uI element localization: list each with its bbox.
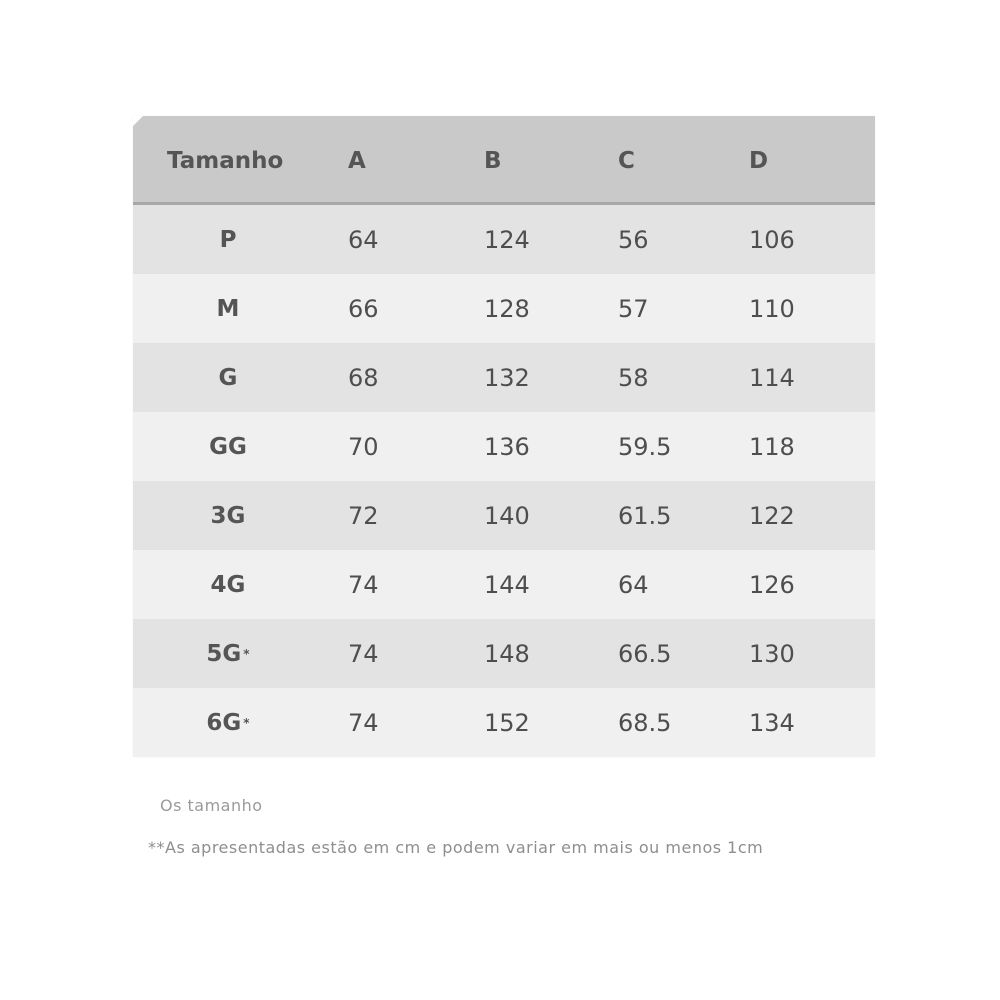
- header-a: A: [348, 147, 366, 174]
- measure-b: 144: [484, 570, 530, 599]
- header-c: C: [618, 147, 635, 174]
- table-row: [133, 412, 875, 481]
- measure-c: 66.5: [618, 639, 672, 668]
- measure-c: 61.5: [618, 501, 672, 530]
- measure-c: 68.5: [618, 708, 672, 737]
- footnote-sizes: Os tamanho: [160, 796, 263, 815]
- size-cell: GG: [209, 433, 247, 460]
- table-row: [133, 343, 875, 412]
- measure-b: 148: [484, 639, 530, 668]
- measure-b: 136: [484, 432, 530, 461]
- measure-c: 57: [618, 294, 649, 323]
- measure-a: 72: [348, 501, 379, 530]
- measure-b: 124: [484, 225, 530, 254]
- footnote-measurements: **As apresentadas estão em cm e podem variar em mais ou menos 1cm: [148, 838, 764, 857]
- measure-d: 134: [749, 708, 795, 737]
- header-d: D: [749, 147, 769, 174]
- size-cell: 6G *: [206, 709, 250, 736]
- size-asterisk: *: [243, 715, 250, 730]
- measure-d: 126: [749, 570, 795, 599]
- table-row: [133, 274, 875, 343]
- measure-d: 130: [749, 639, 795, 668]
- footnotes: [148, 795, 868, 859]
- measure-d: 114: [749, 363, 795, 392]
- measure-a: 74: [348, 639, 379, 668]
- header-b: B: [484, 147, 502, 174]
- measure-c: 64: [618, 570, 649, 599]
- size-cell: 5G *: [206, 640, 250, 667]
- table-row: [133, 550, 875, 619]
- table-row: [133, 205, 875, 274]
- table-row: [133, 688, 875, 757]
- table-row: [133, 481, 875, 550]
- measure-d: 110: [749, 294, 795, 323]
- measure-d: 106: [749, 225, 795, 254]
- measure-a: 66: [348, 294, 379, 323]
- measure-b: 152: [484, 708, 530, 737]
- measure-c: 56: [618, 225, 649, 254]
- measure-d: 118: [749, 432, 795, 461]
- measure-b: 132: [484, 363, 530, 392]
- header-tamanho: Tamanho: [167, 147, 284, 174]
- size-table: [133, 116, 875, 757]
- size-cell: G: [218, 364, 238, 391]
- size-cell: P: [219, 226, 237, 253]
- measure-a: 64: [348, 225, 379, 254]
- measure-a: 68: [348, 363, 379, 392]
- measure-a: 70: [348, 432, 379, 461]
- table-header-row: [133, 116, 875, 205]
- size-cell: M: [216, 295, 240, 322]
- table-row: [133, 619, 875, 688]
- size-cell: 4G: [210, 571, 246, 598]
- measure-a: 74: [348, 708, 379, 737]
- measure-b: 140: [484, 501, 530, 530]
- measure-b: 128: [484, 294, 530, 323]
- size-asterisk: *: [243, 646, 250, 661]
- measure-c: 59.5: [618, 432, 672, 461]
- measure-c: 58: [618, 363, 649, 392]
- size-cell: 3G: [210, 502, 246, 529]
- measure-a: 74: [348, 570, 379, 599]
- measure-d: 122: [749, 501, 795, 530]
